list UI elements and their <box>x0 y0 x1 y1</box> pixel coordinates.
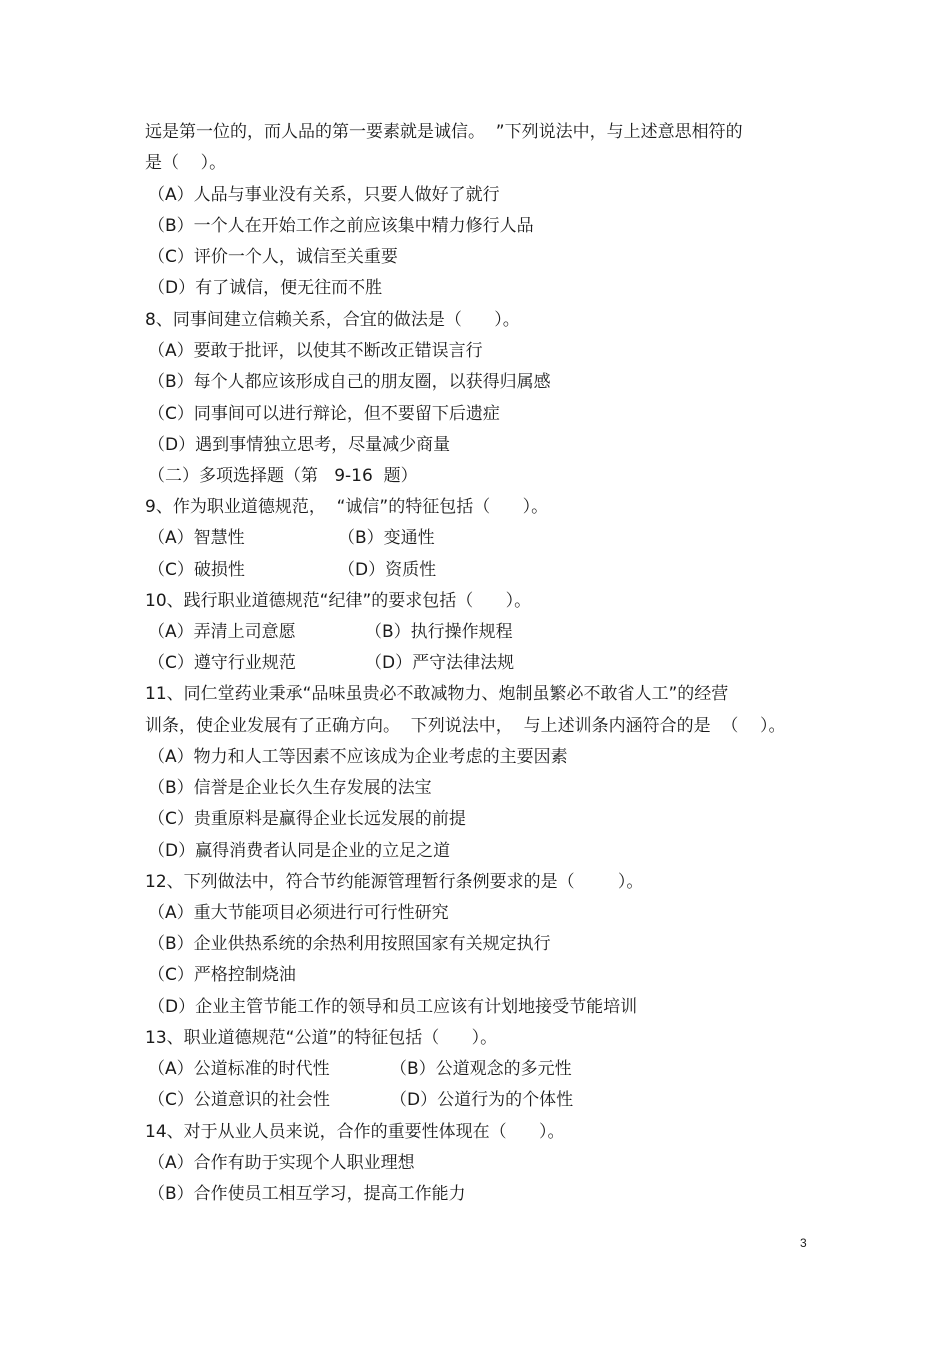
q13-option-d: （D）公道行为的个体性 <box>390 1090 574 1110</box>
q8-question: 8、同事间建立信赖关系，合宜的做法是（ ）。 <box>145 310 520 330</box>
q9-option-c: （C）破损性 <box>148 560 245 580</box>
q7-option-c: （C）评价一个人，诚信至关重要 <box>148 247 398 267</box>
q10-option-b: （B）执行操作规程 <box>365 622 513 642</box>
q8-option-c: （C）同事间可以进行辩论，但不要留下后遗症 <box>148 404 500 424</box>
q10-option-a: （A）弄清上司意愿 <box>148 622 296 642</box>
q13-option-c: （C）公道意识的社会性 <box>148 1090 330 1110</box>
q11-question-line-1: 11、同仁堂药业秉承“品味虽贵必不敢减物力、炮制虽繁必不敢省人工”的经营 <box>145 684 729 704</box>
q10-question: 10、践行职业道德规范“纪律”的要求包括（ ）。 <box>145 591 532 611</box>
q12-question: 12、下列做法中，符合节约能源管理暂行条例要求的是（ ）。 <box>145 872 644 892</box>
q12-option-a: （A）重大节能项目必须进行可行性研究 <box>148 903 449 923</box>
q7-continuation-line-2: 是（ ）。 <box>145 153 227 173</box>
q14-option-b: （B）合作使员工相互学习，提高工作能力 <box>148 1184 466 1204</box>
q7-option-a: （A）人品与事业没有关系，只要人做好了就行 <box>148 185 500 205</box>
q14-question: 14、对于从业人员来说，合作的重要性体现在（ ）。 <box>145 1122 565 1142</box>
q12-option-b: （B）企业供热系统的余热利用按照国家有关规定执行 <box>148 934 551 954</box>
q8-option-a: （A）要敢于批评，以使其不断改正错误言行 <box>148 341 483 361</box>
q8-option-d: （D）遇到事情独立思考，尽量减少商量 <box>148 435 451 455</box>
q12-option-d: （D）企业主管节能工作的领导和员工应该有计划地接受节能培训 <box>148 997 638 1017</box>
q10-option-d: （D）严守法律法规 <box>365 653 515 673</box>
q8-option-b: （B）每个人都应该形成自己的朋友圈，以获得归属感 <box>148 372 551 392</box>
q7-continuation-line-1: 远是第一位的，而人品的第一要素就是诚信。 ”下列说法中，与上述意思相符的 <box>145 122 743 142</box>
q11-question-line-2: 训条，使企业发展有了正确方向。 下列说法中， 与上述训条内涵符合的是 （ ）。 <box>145 716 786 736</box>
q13-option-a: （A）公道标准的时代性 <box>148 1059 330 1079</box>
section-heading: （二）多项选择题（第 9-16 题） <box>148 466 418 486</box>
q11-option-d: （D）赢得消费者认同是企业的立足之道 <box>148 841 451 861</box>
q11-option-c: （C）贵重原料是赢得企业长远发展的前提 <box>148 809 466 829</box>
q11-option-b: （B）信誉是企业长久生存发展的法宝 <box>148 778 432 798</box>
q7-option-d: （D）有了诚信，便无往而不胜 <box>148 278 383 298</box>
q12-option-c: （C）严格控制烧油 <box>148 965 296 985</box>
q9-option-b: （B）变通性 <box>338 528 435 548</box>
q7-option-b: （B）一个人在开始工作之前应该集中精力修行人品 <box>148 216 534 236</box>
q13-option-b: （B）公道观念的多元性 <box>390 1059 572 1079</box>
q11-option-a: （A）物力和人工等因素不应该成为企业考虑的主要因素 <box>148 747 568 767</box>
q9-question: 9、作为职业道德规范， “诚信”的特征包括（ ）。 <box>145 497 549 517</box>
q10-option-c: （C）遵守行业规范 <box>148 653 296 673</box>
q9-option-a: （A）智慧性 <box>148 528 245 548</box>
q9-option-d: （D）资质性 <box>338 560 437 580</box>
page-number: 3 <box>800 1236 807 1250</box>
q13-question: 13、职业道德规范“公道”的特征包括（ ）。 <box>145 1028 498 1048</box>
q14-option-a: （A）合作有助于实现个人职业理想 <box>148 1153 415 1173</box>
